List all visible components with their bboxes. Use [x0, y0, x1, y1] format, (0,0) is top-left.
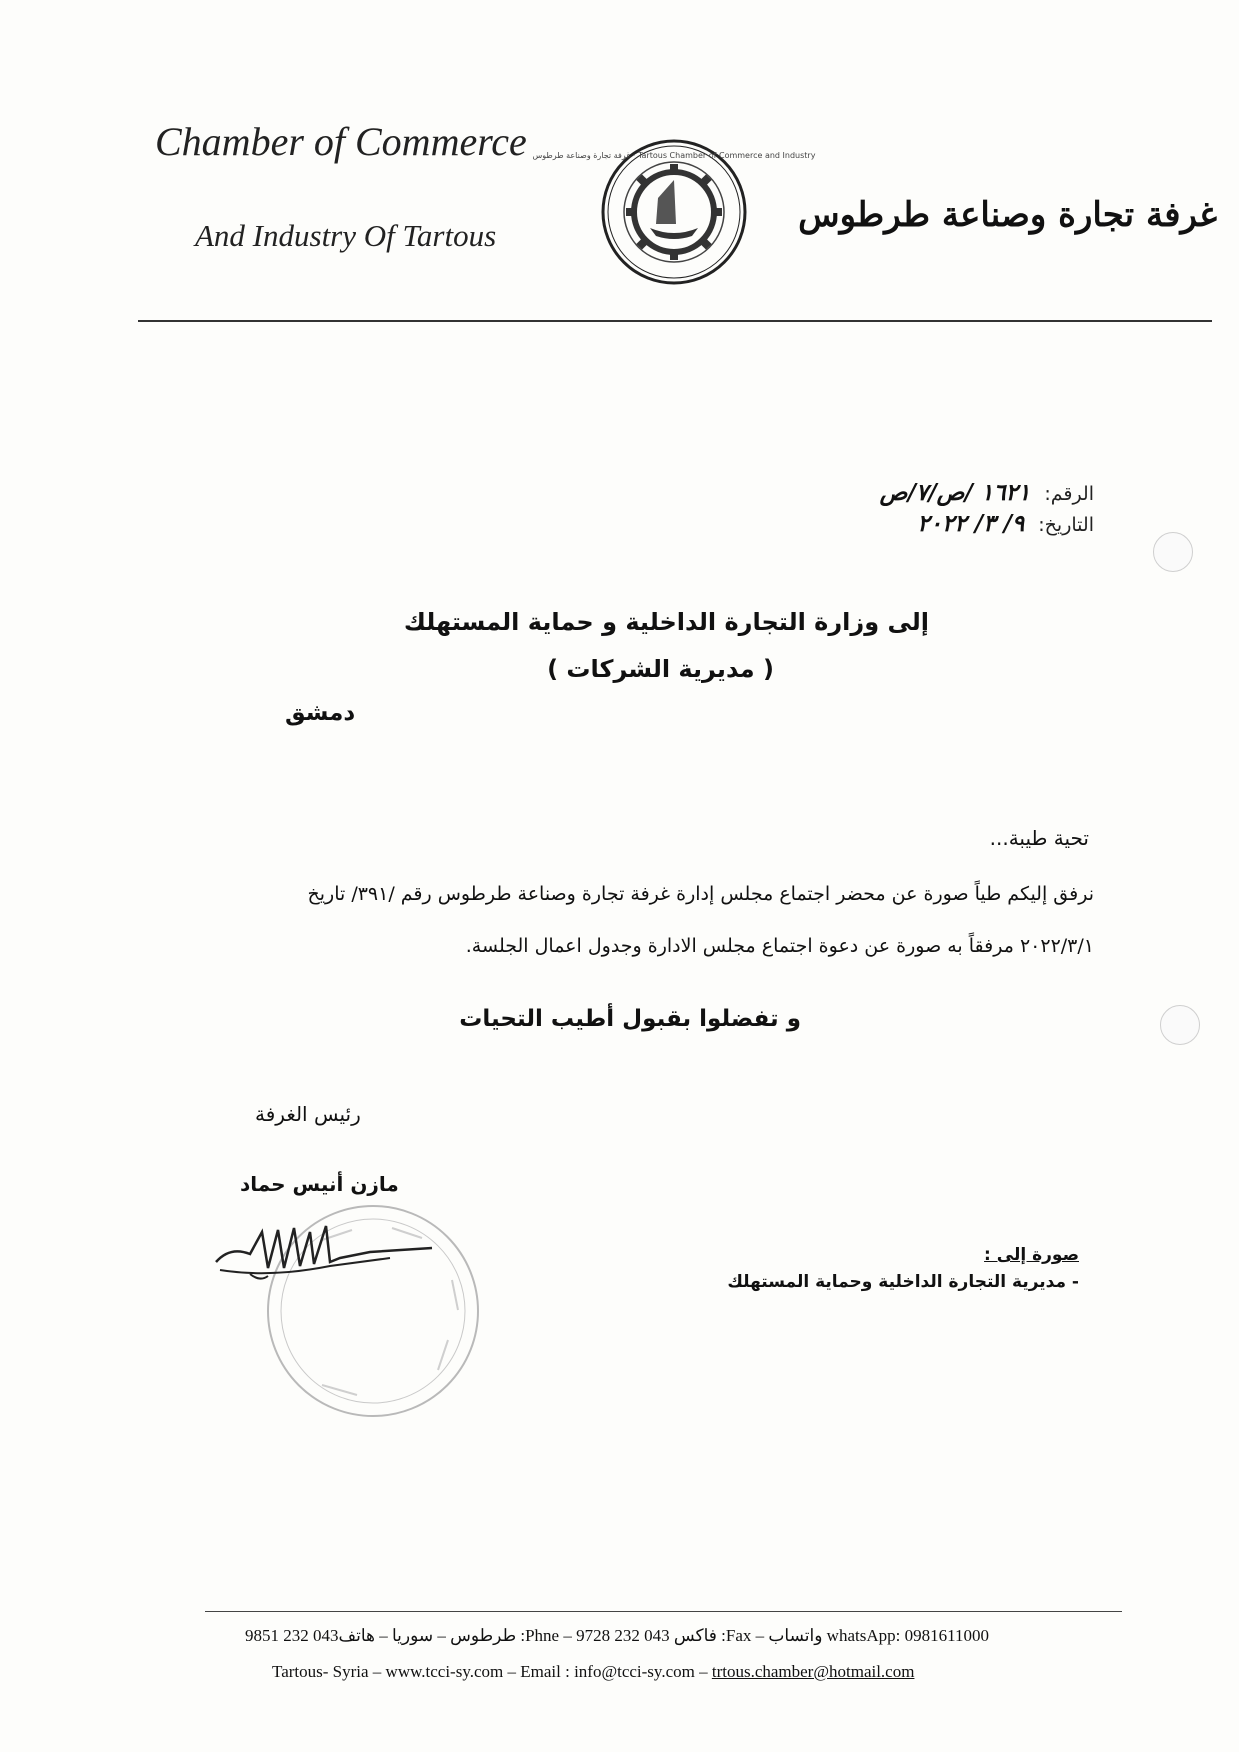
handwritten-signature — [210, 1218, 450, 1290]
letterhead-ar-name: غرفة تجارة وصناعة طرطوس — [798, 195, 1217, 235]
cc-item: - مديرية التجارة الداخلية وحماية المستهلك — [727, 1272, 1079, 1292]
header-divider — [138, 320, 1212, 322]
punch-hole — [1160, 1005, 1200, 1045]
signatory-title: رئيس الغرفة — [255, 1102, 361, 1126]
footer-web-text: Tartous- Syria – www.tcci-sy.com – Email : info@tcci-sy.com – — [272, 1662, 712, 1681]
footer-web-line — [272, 1662, 914, 1682]
letterhead-en-line2: And Industry Of Tartous — [195, 218, 497, 253]
addressee-city: دمشق — [285, 700, 356, 726]
punch-hole — [1153, 532, 1193, 572]
cc-label: صورة إلى : — [984, 1245, 1079, 1265]
footer-email-link[interactable]: trtous.chamber@hotmail.com — [711, 1662, 915, 1681]
greeting: تحية طيبة... — [989, 826, 1089, 850]
reference-number-value: ١٦٢١ /ص/٧/ص — [879, 479, 1031, 506]
chamber-logo — [532, 138, 816, 286]
letterhead-en-line1: Chamber of Commerce — [155, 119, 527, 164]
reference-number-label: الرقم: — [1044, 483, 1094, 505]
reference-date-label: التاريخ: — [1038, 514, 1094, 536]
reference-date-value: ٩/ ٣/ ٢٠٢٢ — [917, 510, 1025, 537]
signatory-name: مازن أنيس حماد — [240, 1172, 399, 1196]
addressee-line1: إلى وزارة التجارة الداخلية و حماية المستهلك — [403, 608, 929, 636]
reference-date-row — [880, 509, 1094, 540]
reference-number-row — [880, 478, 1094, 509]
closing-line: و تفضلوا بقبول أطيب التحيات — [459, 1006, 801, 1032]
addressee-line2: ( مديرية الشركات ) — [547, 655, 774, 683]
footer-contact-line: طرطوس – سوريا – هاتف043 232 9851 :Phne – فاكس 043 232 9728 :Fax – واتساب whatsApp: 0981611000 — [245, 1626, 989, 1645]
logo-ring-text: غرفة تجارة وصناعة طرطوس · Tartous Chamber of Commerce and Industry — [532, 151, 816, 160]
body-paragraph: نرفق إليكم طياً صورة عن محضر اجتماع مجلس إدارة غرفة تجارة وصناعة طرطوس رقم /٣٩١/ تاريخ ٢٠٢٢/٣/١ مرفقاً به صورة عن دعوة اجتماع مجلس الادارة وجدول اعمال الجلسة. — [307, 883, 1094, 957]
footer-divider — [205, 1611, 1122, 1612]
reference-block — [880, 478, 1094, 540]
